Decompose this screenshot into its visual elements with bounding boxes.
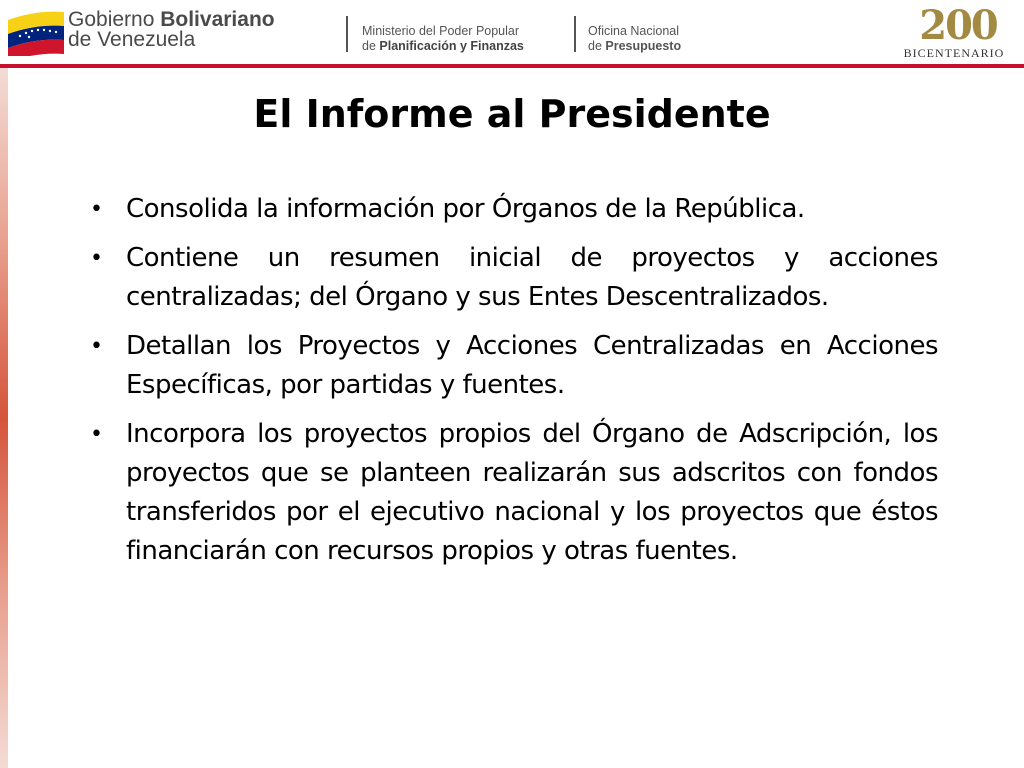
government-line1-bold: Bolivariano: [160, 8, 275, 31]
header-red-line: [0, 64, 1024, 68]
bullet-dot-icon: •: [90, 246, 103, 271]
ministry-line2-bold: Planificación y Finanzas: [379, 39, 524, 53]
ministry-line1: Ministerio del Poder Popular: [362, 24, 520, 38]
bullet-text: Detallan los Proyectos y Acciones Centralizadas en Acciones Específicas, por partidas y fuentes.: [126, 331, 938, 400]
office-line1: Oficina Nacional: [588, 24, 680, 38]
government-line1: Gobierno: [68, 8, 155, 31]
ministry-line2-prefix: de: [362, 39, 376, 53]
bullet-item: [84, 415, 938, 571]
venezuela-flag-icon: [6, 6, 66, 56]
bullet-dot-icon: •: [90, 334, 103, 359]
bullet-dot-icon: •: [90, 422, 103, 447]
office-line2-bold: Presupuesto: [605, 39, 682, 53]
bullet-dot-icon: •: [90, 197, 103, 222]
government-line2: de Venezuela: [68, 28, 196, 51]
slide-title: El Informe al Presidente: [253, 92, 771, 136]
header-banner: [0, 0, 1024, 64]
bullet-item: [84, 190, 938, 229]
bullet-item: [84, 239, 938, 317]
header-divider: [574, 16, 576, 52]
bullet-text: Consolida la información por Órganos de la República.: [126, 194, 805, 224]
bicentenario-logo: [890, 2, 1018, 62]
bullet-list: [84, 190, 938, 581]
header-divider: [346, 16, 348, 52]
office-name: [588, 24, 681, 54]
bullet-item: [84, 327, 938, 405]
bicentenario-word: BICENTENARIO: [903, 46, 1005, 60]
bullet-text: Incorpora los proyectos propios del Órgano de Adscripción, los proyectos que se planteen realizarán sus adscritos con fondos transferidos por el ejecutivo nacional y los proyectos que éstos financiarán con recursos propios y otras fuentes.: [126, 419, 938, 566]
left-decorative-stripe: [0, 68, 8, 768]
office-line2-prefix: de: [588, 39, 602, 53]
bullet-text: Contiene un resumen inicial de proyectos y acciones centralizadas; del Órgano y sus Entes Descentralizados.: [126, 243, 938, 312]
bicentenario-number: 200: [919, 2, 997, 49]
ministry-name: [362, 24, 524, 54]
government-logo-text: [68, 10, 275, 50]
